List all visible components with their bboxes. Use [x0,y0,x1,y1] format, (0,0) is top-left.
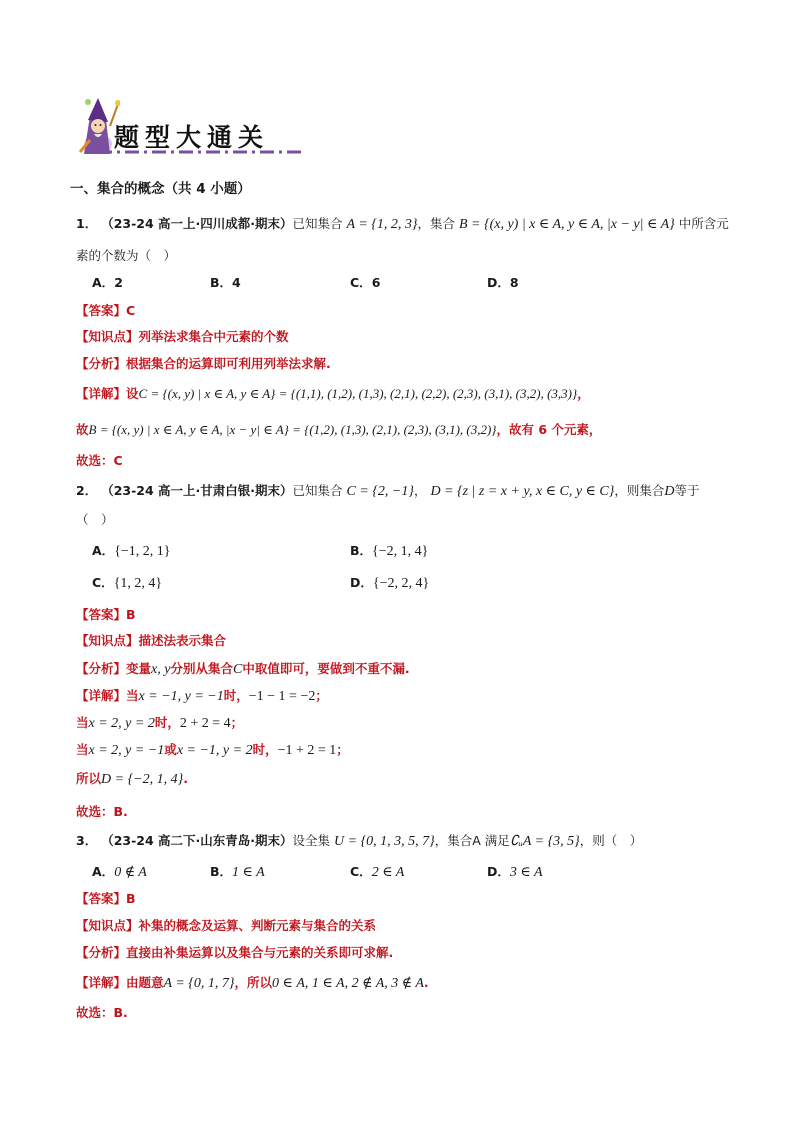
math-var-d: D [664,484,675,499]
knowledge-label: 【知识点】 [76,918,139,933]
section-heading: 一、集合的概念（共 4 小题） [70,181,251,197]
q2-option-d[interactable] [350,574,429,593]
q3-option-b[interactable] [210,863,265,882]
stem-text: ，集合 [417,216,455,231]
math-complement: ∁ᵤA = {3, 5} [509,834,580,849]
option-key: A． [92,543,115,558]
question-source: （23-24 高一上·四川成都·期末） [101,216,293,231]
q2-detail-line-1 [76,687,328,706]
q2-detail-line-2 [76,714,243,733]
q2-detail-line-3 [76,741,349,760]
math-condition: x = 2, y = 2 [88,716,155,731]
detail-text: 当 [76,742,89,757]
option-text: {−2, 2, 4} [372,576,430,591]
detail-label: 【详解】 [76,975,127,990]
analysis-text: 变量 [126,661,152,676]
question-source: （23-24 高一上·甘肃白银·期末） [101,483,293,498]
stem-text: 中所含元 [678,216,729,231]
math-set-b-result: B = {(x, y) | x ∈ A, y ∈ A, |x − y| ∈ A} = {(1,2), (1,3), (2,1), (2,3), (3,1), (3,2)} [88,422,497,437]
math-result: −1 − 1 = −2 [248,689,316,704]
q2-option-c[interactable] [92,574,162,593]
math-set-c: C = {(x, y) | x ∈ A, y ∈ A} = {(1,1), (1,2), (1,3), (2,1), (2,2), (2,3), (3,1), (3,2), (3,3)} [138,386,578,401]
question-number: 2． [76,483,98,498]
math-set-u: U = {0, 1, 3, 5, 7} [334,834,435,849]
q2-answer [76,606,136,624]
q3-option-a[interactable] [92,863,147,882]
option-key: A． [92,275,115,290]
math-var-c: C [232,662,243,677]
detail-text: 故 [76,422,89,437]
answer-value: B [126,891,136,906]
detail-text: ； [315,688,328,703]
option-text: {−1, 2, 1} [114,544,171,559]
analysis-label: 【分析】 [76,661,127,676]
q1-option-a[interactable] [92,274,123,292]
answer-label: 【答案】 [76,607,127,622]
question-number: 3． [76,833,98,848]
option-text: 6 [371,275,381,290]
q1-detail-line-1 [76,385,590,403]
q1-option-b[interactable] [210,274,241,292]
option-text: 8 [509,275,519,290]
detail-text: 所以 [76,771,102,786]
math-set-a: A = {1, 2, 3} [346,217,418,232]
math-result: 2 + 2 = 4 [179,716,231,731]
q1-detail-line-2 [76,421,601,439]
detail-label: 【详解】 [76,386,127,401]
q3-option-d[interactable] [487,863,543,882]
detail-text: ， [577,386,590,401]
title-banner [76,96,296,162]
q2-option-a[interactable] [92,542,171,561]
q1-choice: 故选：C [76,453,123,468]
answer-value: B [126,607,136,622]
stem-text: ，则（ ） [579,833,643,848]
answer-label: 【答案】 [76,891,127,906]
option-key: B． [350,543,373,558]
option-key: C． [350,275,372,290]
detail-text: 由题意 [126,975,164,990]
math-set-d-result: D = {−2, 1, 4} [101,772,184,787]
option-key: D． [487,864,510,879]
q1-option-d[interactable] [487,274,519,292]
analysis-text: 中取值即可，要做到不重不漏. [242,661,410,676]
question-source: （23-24 高二下·山东青岛·期末） [101,833,293,848]
option-text: 0 ∉ A [114,865,147,880]
option-key: C． [92,575,114,590]
q2-detail-line-4 [76,770,188,789]
q2-choice: 故选：B. [76,804,128,819]
q1-option-c[interactable] [350,274,380,292]
detail-text: ，所以 [234,975,272,990]
detail-text: 当 [76,715,89,730]
q2-knowledge [76,632,226,650]
math-set-d: D = {z | z = x + y, x ∈ C, y ∈ C} [430,484,615,499]
option-text: 4 [232,275,241,290]
analysis-text: 分别从集合 [170,661,233,676]
banner-dash-line [98,150,303,154]
math-membership: 0 ∈ A, 1 ∈ A, 2 ∉ A, 3 ∉ A [272,976,424,991]
stem-text: 已知集合 [292,216,343,231]
detail-text: ； [230,715,244,730]
banner-title: 题型大通关 [114,123,270,152]
stem-text: ， [413,483,427,498]
q3-option-c[interactable] [350,863,404,882]
detail-text: 时， [154,715,180,730]
question-2-paren: （ ） [76,512,114,527]
option-key: A． [92,864,115,879]
q3-detail [76,974,429,993]
detail-text: ； [336,742,349,757]
option-text: {−2, 1, 4} [372,544,429,559]
knowledge-text: 描述法表示集合 [138,633,227,648]
option-text: 1 ∈ A [232,865,265,880]
option-key: B． [210,275,233,290]
q1-answer [76,302,135,320]
knowledge-label: 【知识点】 [76,633,139,648]
question-1-stem-line-1 [76,215,729,234]
math-set-b: B = {(x, y) | x ∈ A, y ∈ A, |x − y| ∈ A} [458,217,675,232]
analysis-text: 根据集合的运算即可利用列举法求解. [126,356,331,371]
detail-text: 当 [126,688,139,703]
stem-text: ，则集合 [614,483,665,498]
detail-text: 时， [252,742,278,757]
detail-text: . [183,771,188,786]
knowledge-text: 补集的概念及运算、判断元素与集合的关系 [138,918,377,933]
detail-text: 时， [223,688,249,703]
q1-knowledge [76,328,289,346]
question-number: 1． [76,216,98,231]
question-2-stem-line-1 [76,482,700,501]
detail-text: 或 [164,742,177,757]
q3-analysis [76,944,393,962]
q2-analysis [76,660,410,679]
stem-text: 设全集 [292,833,331,848]
question-3-stem [76,832,642,851]
option-key: C． [350,864,372,879]
detail-text: 设 [126,386,139,401]
option-key: B． [210,864,233,879]
math-vars: x, y [151,662,171,677]
math-set-c: C = {2, −1} [346,484,414,499]
analysis-text: 直接由补集运算以及集合与元素的关系即可求解. [126,945,394,960]
stem-text: 等于 [674,483,700,498]
math-condition: x = 2, y = −1 [88,743,165,758]
knowledge-text: 列举法求集合中元素的个数 [138,329,289,344]
q1-analysis [76,355,331,373]
q3-knowledge [76,917,376,935]
detail-text: ，故有 6 个元素， [496,422,602,437]
math-condition: x = −1, y = 2 [176,743,253,758]
option-text: 2 [114,275,123,290]
q2-option-b[interactable] [350,542,428,561]
detail-label: 【详解】 [76,688,127,703]
q3-choice: 故选：B. [76,1005,128,1020]
math-result: −1 + 2 = 1 [277,743,337,758]
knowledge-label: 【知识点】 [76,329,139,344]
analysis-label: 【分析】 [76,945,127,960]
answer-value: C [126,303,136,318]
math-set-a: A = {0, 1, 7} [163,976,235,991]
option-text: 2 ∈ A [371,865,405,880]
option-key: D． [350,575,373,590]
analysis-label: 【分析】 [76,356,127,371]
question-1-stem-line-2: 素的个数为（ ） [76,248,177,263]
math-condition: x = −1, y = −1 [138,689,224,704]
detail-text: . [423,975,429,990]
option-text: {1, 2, 4} [113,576,163,591]
stem-text: ，集合A 满足 [434,833,510,848]
stem-text: 已知集合 [292,483,343,498]
q3-answer [76,890,136,908]
answer-label: 【答案】 [76,303,127,318]
option-text: 3 ∈ A [509,865,543,880]
option-key: D． [487,275,510,290]
